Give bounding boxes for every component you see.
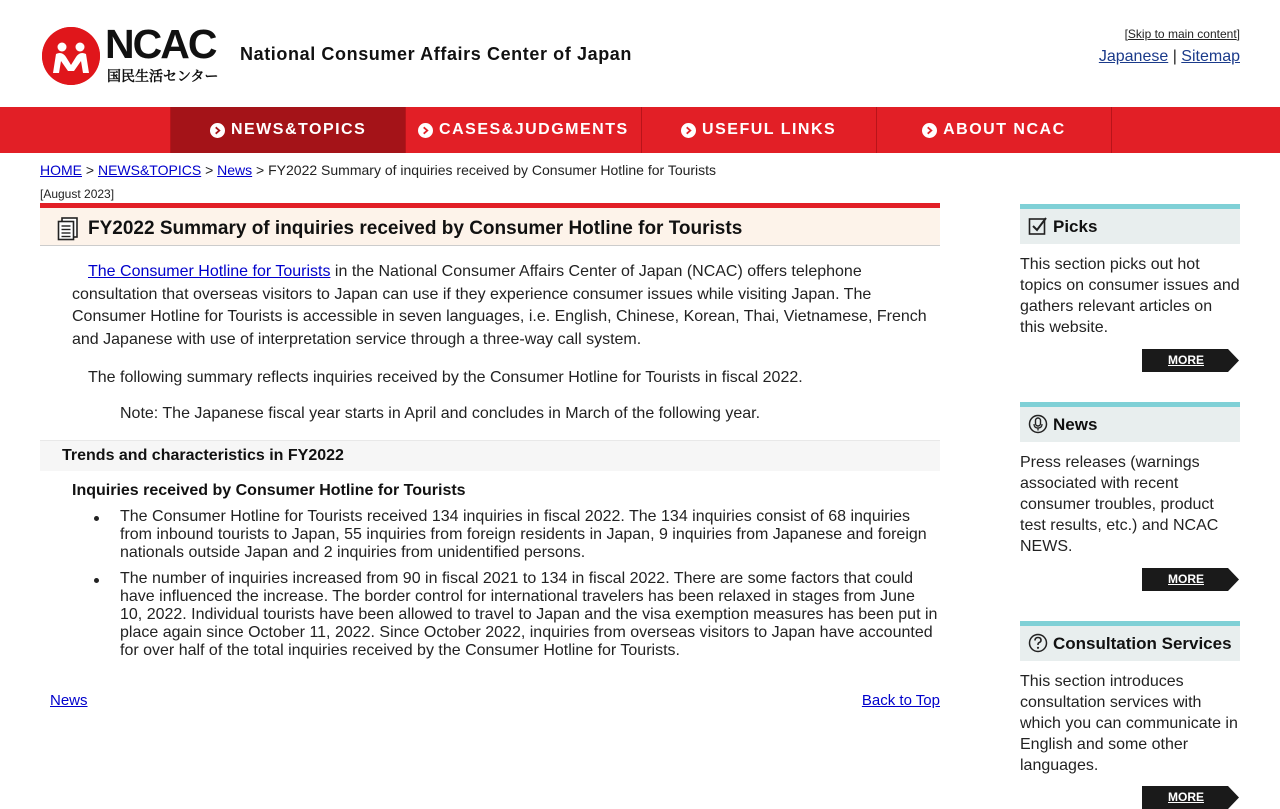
- ncac-logo-icon[interactable]: [42, 27, 100, 85]
- chevron-right-icon: [210, 123, 225, 138]
- nav-item-useful-links[interactable]: [642, 107, 877, 153]
- picks-more-button[interactable]: [1142, 349, 1240, 372]
- nav-item-news-topics[interactable]: [171, 107, 406, 153]
- sidebar-box-text: This section picks out hot topics on consumer issues and gathers relevant articles on this website.: [1020, 256, 1240, 336]
- summary-paragraph: The following summary reflects inquiries received by the Consumer Hotline for Tourists in fiscal 2022.: [88, 369, 803, 386]
- nav-item-about-ncac[interactable]: [877, 107, 1111, 153]
- section-heading: Trends and characteristics in FY2022: [62, 447, 344, 464]
- sidebar-box-title: Consultation Services: [1053, 634, 1232, 653]
- list-item: [120, 508, 940, 562]
- consultation-more-button[interactable]: [1142, 786, 1240, 809]
- hotline-link[interactable]: The Consumer Hotline for Tourists: [88, 263, 331, 280]
- publish-date: [August 2023]: [40, 187, 115, 201]
- chevron-right-icon: [681, 123, 696, 138]
- breadcrumb-separator: >: [205, 162, 214, 178]
- intro-text: in the National Consumer Affairs Center of Japan (NCAC) offers telephone consultation that overseas visitors to Japan can use if they experience consumer issues while visiting Japan. The Consumer Hotline for Tourists is accessible in seven languages, i.e. English, Chinese, Korean, Thai, Vietnamese, French and Japanese with use of interpretation service through a three-way call system.: [72, 263, 927, 348]
- sub-heading: Inquiries received by Consumer Hotline for Tourists: [72, 482, 466, 499]
- list-item-text: The Consumer Hotline for Tourists received 134 inquiries in fiscal 2022. The 134 inquiries consist of 68 inquiries from inbound tourists to Japan, 55 inquiries from foreign residents in Japan, 9 inquiries from Japanese and foreign nationals outside Japan and 2 inquiries from unidentified persons.: [120, 508, 927, 561]
- sitemap-link[interactable]: Sitemap: [1181, 48, 1240, 65]
- bullet-list: [120, 508, 940, 668]
- microphone-icon: [1028, 414, 1048, 434]
- more-button-label: MORE: [1168, 572, 1204, 586]
- skip-to-content-link[interactable]: Skip to main content: [1127, 27, 1237, 41]
- breadcrumb-news-link[interactable]: News: [217, 162, 253, 178]
- sidebar-box-picks: [1020, 204, 1240, 338]
- breadcrumb-separator: >: [85, 162, 95, 178]
- nav-item-cases-judgments[interactable]: [406, 107, 641, 153]
- japanese-link[interactable]: Japanese: [1098, 48, 1169, 65]
- sidebar-box-text: Press releases (warnings associated with recent consumer troubles, product test results, etc.) and NCAC NEWS.: [1020, 454, 1219, 555]
- checkbox-icon: [1028, 216, 1048, 236]
- sidebar-box-header: [1020, 204, 1240, 244]
- sidebar-box-consultation: [1020, 621, 1240, 776]
- more-button-label: MORE: [1168, 790, 1204, 804]
- sidebar-box-text: This section introduces consultation services with which you can communicate in English and some other languages.: [1020, 673, 1238, 774]
- site-header: [0, 0, 1280, 107]
- skip-link-wrapper: [Skip to main content]: [1124, 27, 1240, 41]
- more-button-label: MORE: [1168, 353, 1204, 367]
- link-separator: |: [1172, 48, 1177, 65]
- nav-item-label: USEFUL LINKS: [702, 121, 837, 138]
- main-content: [40, 203, 940, 709]
- chevron-right-icon: [418, 123, 433, 138]
- list-item: [120, 570, 940, 660]
- sidebar-box-title: Picks: [1053, 217, 1098, 236]
- sidebar-box-news: [1020, 402, 1240, 557]
- sidebar-box-header: [1020, 621, 1240, 661]
- intro-paragraph: [72, 261, 932, 351]
- question-icon: [1028, 633, 1048, 653]
- breadcrumb-current: FY2022 Summary of inquiries received by Consumer Hotline for Tourists: [268, 162, 717, 178]
- sidebar-box-title: News: [1053, 415, 1098, 434]
- page-title: FY2022 Summary of inquiries received by Consumer Hotline for Tourists: [88, 218, 743, 239]
- main-nav: [0, 107, 1280, 153]
- logo-japanese-text: 国民生活センター: [107, 68, 219, 84]
- breadcrumb-news-topics-link[interactable]: NEWS&TOPICS: [97, 162, 202, 178]
- fiscal-note: Note: The Japanese fiscal year starts in April and concludes in March of the following year.: [120, 405, 761, 422]
- nav-item-label: ABOUT NCAC: [943, 121, 1066, 138]
- chevron-right-icon: [922, 123, 937, 138]
- document-icon: [57, 217, 79, 241]
- breadcrumb: [40, 162, 716, 178]
- breadcrumb-separator: >: [256, 162, 265, 178]
- logo-text: NCAC: [105, 21, 216, 67]
- breadcrumb-home-link[interactable]: HOME: [40, 162, 82, 178]
- news-more-button[interactable]: [1142, 568, 1240, 591]
- nav-item-label: NEWS&TOPICS: [230, 121, 367, 138]
- title-bar: [40, 203, 940, 246]
- nav-item-label: CASES&JUDGMENTS: [439, 121, 629, 138]
- list-item-text: The number of inquiries increased from 90 in fiscal 2021 to 134 in fiscal 2022. There are some factors that could have influenced the increase. The border control for international travelers has been relaxed in stages from June 10, 2022. Individual tourists have been allowed to travel to Japan and the visa exemption measures has been put in place again since October 11, 2022. Since October 2022, inquiries from overseas visitors to Japan have accounted for over half of the total inquiries received by the Consumer Hotline for Tourists.: [120, 570, 938, 659]
- bullet-icon: [94, 578, 99, 583]
- header-links: [1099, 48, 1240, 66]
- news-link[interactable]: News: [50, 692, 88, 709]
- sidebar-box-header: [1020, 402, 1240, 442]
- back-to-top-link[interactable]: Back to Top: [861, 692, 940, 709]
- bullet-icon: [94, 516, 99, 521]
- site-title: National Consumer Affairs Center of Japan: [240, 44, 632, 64]
- section-heading-bar: [40, 440, 940, 471]
